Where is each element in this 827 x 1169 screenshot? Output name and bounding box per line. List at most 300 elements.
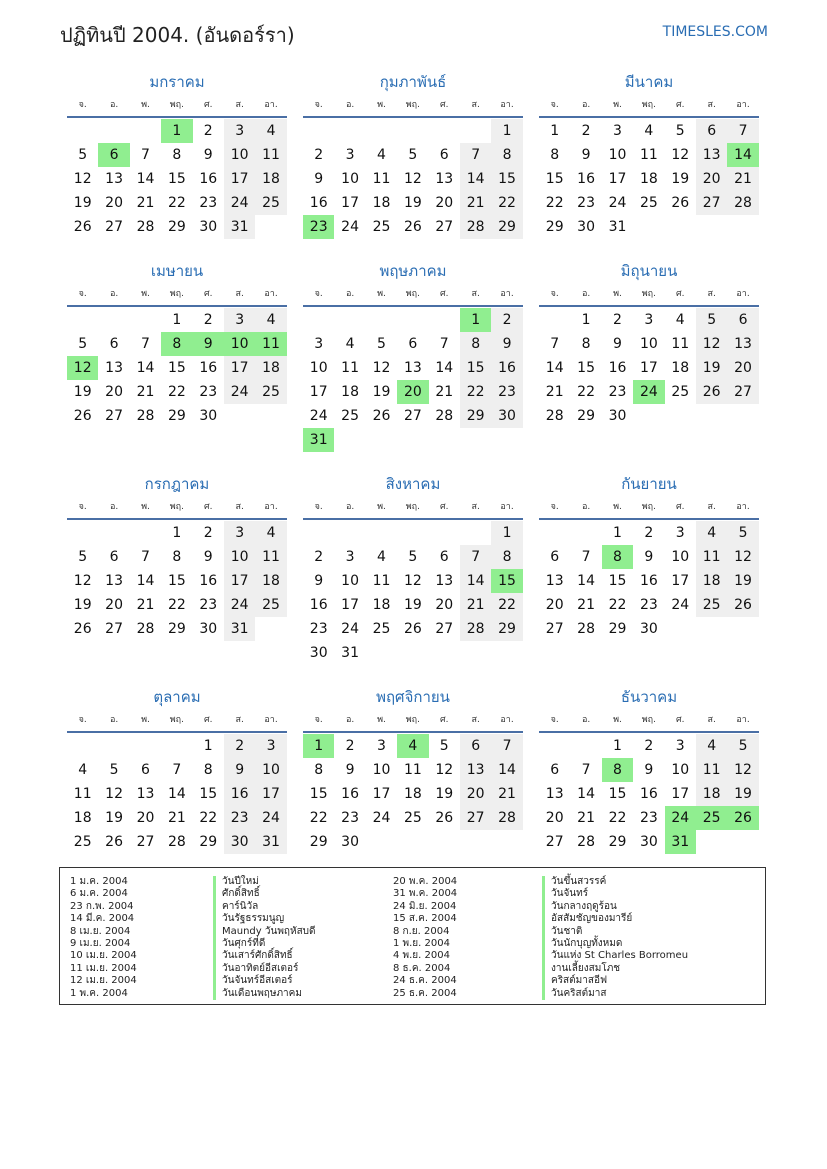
week-row xyxy=(539,782,759,806)
holiday-day-cell: 23 xyxy=(303,215,334,239)
holiday-day-cell: 1 xyxy=(161,119,192,143)
empty-cell xyxy=(303,119,334,143)
day-cell: 5 xyxy=(109,762,119,778)
weekday-label: ส. xyxy=(707,100,716,110)
week-row xyxy=(539,167,759,191)
day-cell: 9 xyxy=(203,147,213,163)
weekend-day-cell: 29 xyxy=(460,404,491,428)
day-cell: 19 xyxy=(73,597,92,613)
week-row xyxy=(539,806,759,830)
holiday-day-cell: 1 xyxy=(303,734,334,758)
weekend-day-cell: 4 xyxy=(255,308,286,332)
day-cell: 28 xyxy=(435,408,454,424)
day-cell: 3 xyxy=(675,525,685,541)
weekday-label: ส. xyxy=(235,100,244,110)
month-3 xyxy=(539,72,759,239)
day-cell: 26 xyxy=(403,621,422,637)
day-cell: 30 xyxy=(309,645,328,661)
weekend-day-cell: 31 xyxy=(224,617,255,641)
weekday-label: พฤ. xyxy=(405,502,420,512)
weekday-label: ศ. xyxy=(203,289,213,299)
day-cell: 25 xyxy=(671,384,690,400)
holiday-date: 9 เม.ย. 2004 xyxy=(70,937,131,949)
day-cell: 13 xyxy=(105,360,123,376)
week-row xyxy=(67,143,287,167)
weekend-day-cell: 20 xyxy=(696,167,727,191)
weekend-day-cell: 8 xyxy=(491,545,522,569)
weekend-day-cell: 25 xyxy=(255,380,286,404)
day-cell: 13 xyxy=(105,573,123,589)
day-cell: 26 xyxy=(372,408,391,424)
day-cell: 28 xyxy=(136,408,155,424)
weekend-day-cell: 22 xyxy=(491,191,522,215)
weekday-label: จ. xyxy=(314,100,323,110)
day-cell: 18 xyxy=(671,360,690,376)
week-row xyxy=(303,569,523,593)
weekend-day-cell: 17 xyxy=(255,782,286,806)
day-cell: 10 xyxy=(671,549,690,565)
holiday-day-cell: 24 xyxy=(665,806,696,830)
holiday-date: 24 มิ.ย. 2004 xyxy=(393,900,457,912)
empty-cell xyxy=(539,521,570,545)
weekday-label: อ. xyxy=(581,289,591,299)
day-cell: 21 xyxy=(577,597,595,613)
day-cell: 21 xyxy=(577,810,595,826)
day-cell: 10 xyxy=(309,360,328,376)
day-cell: 24 xyxy=(372,810,391,826)
weekend-day-cell: 3 xyxy=(255,734,286,758)
empty-cell xyxy=(67,521,98,545)
weekend-day-cell: 10 xyxy=(224,143,255,167)
day-cell: 22 xyxy=(577,384,595,400)
weekend-day-cell: 5 xyxy=(727,734,758,758)
weekend-day-cell: 11 xyxy=(255,545,286,569)
day-cell: 12 xyxy=(671,147,690,163)
holiday-day-cell: 8 xyxy=(602,545,633,569)
day-cell: 23 xyxy=(199,384,218,400)
day-cell: 13 xyxy=(136,786,155,802)
day-cell: 6 xyxy=(439,549,449,565)
day-cell: 16 xyxy=(199,171,218,187)
week-row xyxy=(67,569,287,593)
weekend-day-cell: 19 xyxy=(696,356,727,380)
weekday-label: ศ. xyxy=(675,100,685,110)
empty-cell xyxy=(130,308,161,332)
empty-cell xyxy=(130,119,161,143)
weekend-day-cell: 18 xyxy=(696,569,727,593)
day-cell: 2 xyxy=(644,525,654,541)
day-cell: 7 xyxy=(141,336,150,352)
day-cell: 29 xyxy=(545,219,564,235)
week-row xyxy=(67,356,287,380)
day-cell: 20 xyxy=(105,597,123,613)
day-cell: 14 xyxy=(577,786,595,802)
weekday-label: อา. xyxy=(736,715,750,725)
week-row xyxy=(67,806,287,830)
weekend-day-cell: 16 xyxy=(224,782,255,806)
weekend-day-cell: 16 xyxy=(491,356,522,380)
week-row xyxy=(539,356,759,380)
empty-cell xyxy=(366,830,397,854)
page-title: ปฏิทินปี 2004. (อันดอร์รา) xyxy=(60,23,295,47)
weekday-label: พ. xyxy=(377,100,386,110)
day-cell: 9 xyxy=(581,147,591,163)
day-cell: 10 xyxy=(671,762,690,778)
weekday-header xyxy=(303,711,523,733)
holiday-date: 31 พ.ค. 2004 xyxy=(393,888,458,900)
day-cell: 12 xyxy=(435,762,454,778)
weekend-day-cell: 7 xyxy=(460,143,491,167)
day-cell: 24 xyxy=(671,597,690,613)
holiday-date: 6 ม.ค. 2004 xyxy=(70,888,128,900)
day-cell: 13 xyxy=(435,573,454,589)
day-cell: 26 xyxy=(105,834,123,850)
empty-cell xyxy=(334,428,365,452)
week-row xyxy=(67,545,287,569)
day-cell: 14 xyxy=(577,573,595,589)
weekday-label: ศ. xyxy=(203,715,213,725)
weekend-day-cell: 25 xyxy=(255,191,286,215)
weekend-day-cell: 14 xyxy=(491,758,522,782)
weekend-day-cell: 23 xyxy=(491,380,522,404)
day-cell: 30 xyxy=(639,834,658,850)
month-name: ธันวาคม xyxy=(620,688,678,706)
holiday-name: Maundy วันพฤหัสบดี xyxy=(213,926,316,938)
day-cell: 15 xyxy=(545,171,564,187)
weekend-day-cell: 7 xyxy=(727,119,758,143)
day-cell: 23 xyxy=(608,384,627,400)
day-cell: 27 xyxy=(403,408,422,424)
day-cell: 17 xyxy=(639,360,658,376)
day-cell: 12 xyxy=(403,171,422,187)
holiday-names-col-2 xyxy=(542,876,688,1000)
day-cell: 12 xyxy=(403,573,422,589)
day-cell: 8 xyxy=(314,762,324,778)
holiday-day-cell: 25 xyxy=(696,806,727,830)
weekday-label: พฤ. xyxy=(405,715,420,725)
day-cell: 6 xyxy=(439,147,449,163)
day-cell: 27 xyxy=(545,834,564,850)
weekend-day-cell: 22 xyxy=(460,380,491,404)
day-cell: 12 xyxy=(73,171,92,187)
month-1 xyxy=(67,72,287,239)
day-cell: 27 xyxy=(105,621,123,637)
month-name: กันยายน xyxy=(621,475,677,493)
holiday-day-cell: 11 xyxy=(255,332,286,356)
empty-cell xyxy=(429,830,460,854)
day-cell: 13 xyxy=(545,786,564,802)
day-cell: 20 xyxy=(435,195,454,211)
day-cell: 2 xyxy=(203,525,213,541)
weekday-label: พฤ. xyxy=(641,100,656,110)
month-2 xyxy=(303,72,523,239)
weekend-day-cell: 28 xyxy=(460,215,491,239)
weekday-label: อา. xyxy=(500,289,514,299)
day-cell: 1 xyxy=(613,525,622,541)
weekend-day-cell: 18 xyxy=(255,167,286,191)
week-row xyxy=(539,143,759,167)
day-cell: 31 xyxy=(341,645,359,661)
weekend-day-cell: 9 xyxy=(224,758,255,782)
weekend-day-cell: 12 xyxy=(696,332,727,356)
empty-cell xyxy=(429,641,460,665)
weekend-day-cell: 6 xyxy=(696,119,727,143)
weekend-day-cell: 1 xyxy=(491,521,522,545)
week-row xyxy=(539,119,759,143)
day-cell: 25 xyxy=(341,408,359,424)
empty-cell xyxy=(633,215,664,239)
day-cell: 18 xyxy=(73,810,92,826)
day-cell: 18 xyxy=(372,597,391,613)
holiday-day-cell: 4 xyxy=(397,734,428,758)
day-cell: 9 xyxy=(203,549,213,565)
day-cell: 6 xyxy=(141,762,150,778)
day-cell: 25 xyxy=(372,621,391,637)
empty-cell xyxy=(98,119,129,143)
weekend-day-cell: 12 xyxy=(727,758,758,782)
day-cell: 11 xyxy=(372,573,391,589)
empty-cell xyxy=(460,830,491,854)
weekday-label: พ. xyxy=(377,715,386,725)
holiday-name: อัสสัมชัญของมารีย์ xyxy=(542,913,688,925)
day-cell: 13 xyxy=(403,360,422,376)
empty-cell xyxy=(366,308,397,332)
day-cell: 17 xyxy=(608,171,627,187)
weekend-day-cell: 24 xyxy=(224,593,255,617)
holiday-name: วันรัฐธรรมนูญ xyxy=(213,913,316,925)
day-cell: 1 xyxy=(172,525,182,541)
day-cell: 21 xyxy=(136,597,155,613)
day-cell: 10 xyxy=(372,762,391,778)
holiday-day-cell: 9 xyxy=(193,332,224,356)
weekday-label: ศ. xyxy=(203,502,213,512)
weekday-label: พ. xyxy=(141,100,150,110)
day-cell: 14 xyxy=(136,573,155,589)
day-cell: 19 xyxy=(403,195,422,211)
weekday-header xyxy=(539,711,759,733)
weekend-day-cell: 31 xyxy=(224,215,255,239)
day-cell: 31 xyxy=(608,219,627,235)
month-name: มิถุนายน xyxy=(620,262,678,280)
day-cell: 12 xyxy=(105,786,123,802)
weekday-label: อา. xyxy=(264,100,278,110)
day-cell: 9 xyxy=(644,549,654,565)
weekday-label: พ. xyxy=(377,502,386,512)
empty-cell xyxy=(460,428,491,452)
holiday-list xyxy=(59,867,766,1005)
weekday-label: พ. xyxy=(613,100,622,110)
weekday-label: พฤ. xyxy=(405,100,420,110)
day-cell: 9 xyxy=(314,573,324,589)
holiday-date: 12 เม.ย. 2004 xyxy=(70,975,137,987)
day-cell: 26 xyxy=(435,810,454,826)
day-cell: 22 xyxy=(309,810,328,826)
day-cell: 8 xyxy=(550,147,560,163)
week-row xyxy=(303,545,523,569)
empty-cell xyxy=(570,521,601,545)
empty-cell xyxy=(727,215,758,239)
weekday-label: พ. xyxy=(141,502,150,512)
week-row xyxy=(67,782,287,806)
holiday-name: วันขึ้นสวรรค์ xyxy=(542,876,688,888)
holiday-day-cell: 6 xyxy=(98,143,129,167)
day-cell: 7 xyxy=(172,762,182,778)
day-cell: 2 xyxy=(613,312,622,328)
holiday-day-cell: 31 xyxy=(303,428,334,452)
week-row xyxy=(303,332,523,356)
weekday-label: อ. xyxy=(345,502,355,512)
day-cell: 14 xyxy=(435,360,454,376)
empty-cell xyxy=(224,404,255,428)
day-cell: 16 xyxy=(341,786,359,802)
day-cell: 29 xyxy=(309,834,328,850)
day-cell: 29 xyxy=(167,408,186,424)
weekday-header xyxy=(67,96,287,118)
week-row xyxy=(303,758,523,782)
week-row xyxy=(539,545,759,569)
day-cell: 17 xyxy=(372,786,391,802)
month-name: สิงหาคม xyxy=(385,475,441,493)
holiday-date: 11 เม.ย. 2004 xyxy=(70,962,137,974)
day-cell: 14 xyxy=(545,360,564,376)
day-cell: 28 xyxy=(167,834,186,850)
weekday-label: ส. xyxy=(707,715,716,725)
day-cell: 30 xyxy=(199,408,218,424)
day-cell: 8 xyxy=(581,336,591,352)
week-row xyxy=(539,758,759,782)
day-cell: 5 xyxy=(408,147,418,163)
weekday-label: จ. xyxy=(314,502,323,512)
day-cell: 6 xyxy=(109,336,119,352)
day-cell: 16 xyxy=(199,573,218,589)
day-cell: 23 xyxy=(309,621,328,637)
day-cell: 25 xyxy=(639,195,658,211)
weekend-day-cell: 3 xyxy=(224,521,255,545)
weekday-label: ส. xyxy=(707,502,716,512)
week-row xyxy=(539,404,759,428)
weekday-label: ศ. xyxy=(675,715,685,725)
weekday-label: พฤ. xyxy=(169,715,184,725)
holiday-name: วันกลางฤดูร้อน xyxy=(542,901,688,913)
day-cell: 17 xyxy=(671,573,690,589)
week-row xyxy=(67,617,287,641)
day-cell: 3 xyxy=(345,147,355,163)
weekend-day-cell: 19 xyxy=(727,569,758,593)
holiday-name: วันอาทิตย์อีสเตอร์ xyxy=(213,963,316,975)
holiday-date: 1 พ.ย. 2004 xyxy=(393,937,450,949)
empty-cell xyxy=(161,734,192,758)
day-cell: 1 xyxy=(581,312,591,328)
weekday-label: จ. xyxy=(550,100,559,110)
empty-cell xyxy=(727,617,758,641)
day-cell: 11 xyxy=(372,171,391,187)
day-cell: 20 xyxy=(136,810,155,826)
week-row xyxy=(539,734,759,758)
empty-cell xyxy=(303,521,334,545)
day-cell: 21 xyxy=(167,810,186,826)
month-6 xyxy=(539,261,759,428)
month-name: พฤษภาคม xyxy=(379,262,447,280)
week-row xyxy=(303,593,523,617)
day-cell: 7 xyxy=(141,147,150,163)
weekend-day-cell: 15 xyxy=(491,167,522,191)
weekday-label: พ. xyxy=(141,289,150,299)
day-cell: 1 xyxy=(550,123,560,139)
day-cell: 14 xyxy=(136,171,155,187)
day-cell: 22 xyxy=(199,810,218,826)
weekday-label: อา. xyxy=(264,715,278,725)
day-cell: 30 xyxy=(577,219,595,235)
weekday-label: ส. xyxy=(235,289,244,299)
week-row xyxy=(67,167,287,191)
holiday-name: วันจันทร์ xyxy=(542,888,688,900)
day-cell: 23 xyxy=(199,195,218,211)
empty-cell xyxy=(429,308,460,332)
day-cell: 23 xyxy=(577,195,595,211)
holiday-day-cell: 15 xyxy=(491,569,522,593)
day-cell: 21 xyxy=(545,384,564,400)
empty-cell xyxy=(696,404,727,428)
holiday-name: ศักดิ์สิทธิ์ xyxy=(213,888,316,900)
month-4 xyxy=(67,261,287,428)
empty-cell xyxy=(397,119,428,143)
brand-link[interactable]: TIMESLES.COM xyxy=(662,24,768,40)
empty-cell xyxy=(255,215,286,239)
day-cell: 17 xyxy=(309,384,328,400)
weekend-day-cell: 11 xyxy=(696,758,727,782)
week-row xyxy=(539,308,759,332)
holiday-dates-col-2 xyxy=(393,876,457,1000)
weekday-label: อ. xyxy=(109,100,119,110)
day-cell: 8 xyxy=(172,147,182,163)
day-cell: 7 xyxy=(550,336,560,352)
day-cell: 19 xyxy=(73,195,92,211)
week-row xyxy=(539,215,759,239)
day-cell: 26 xyxy=(73,621,92,637)
month-name: เมษายน xyxy=(150,262,204,280)
empty-cell xyxy=(334,308,365,332)
weekday-label: ศ. xyxy=(675,502,685,512)
day-cell: 4 xyxy=(644,123,654,139)
day-cell: 23 xyxy=(639,810,658,826)
weekday-header xyxy=(539,285,759,307)
day-cell: 3 xyxy=(675,738,685,754)
day-cell: 26 xyxy=(403,219,422,235)
holiday-name: วันศุกร์ที่ดี xyxy=(213,938,316,950)
empty-cell xyxy=(366,641,397,665)
weekend-day-cell: 27 xyxy=(696,191,727,215)
holiday-day-cell: 12 xyxy=(67,356,98,380)
weekday-label: ส. xyxy=(235,715,244,725)
empty-cell xyxy=(696,830,727,854)
day-cell: 6 xyxy=(550,549,560,565)
weekend-day-cell: 26 xyxy=(727,593,758,617)
month-11 xyxy=(303,687,523,854)
empty-cell xyxy=(491,641,522,665)
week-row xyxy=(67,593,287,617)
weekend-day-cell: 29 xyxy=(491,617,522,641)
empty-cell xyxy=(429,428,460,452)
holiday-date: 25 ธ.ค. 2004 xyxy=(393,987,457,999)
week-row xyxy=(67,191,287,215)
weekday-label: พฤ. xyxy=(169,100,184,110)
empty-cell xyxy=(460,641,491,665)
weekend-day-cell: 13 xyxy=(460,758,491,782)
day-cell: 13 xyxy=(105,171,123,187)
day-cell: 22 xyxy=(608,597,627,613)
week-row xyxy=(539,332,759,356)
holiday-day-cell: 10 xyxy=(224,332,255,356)
